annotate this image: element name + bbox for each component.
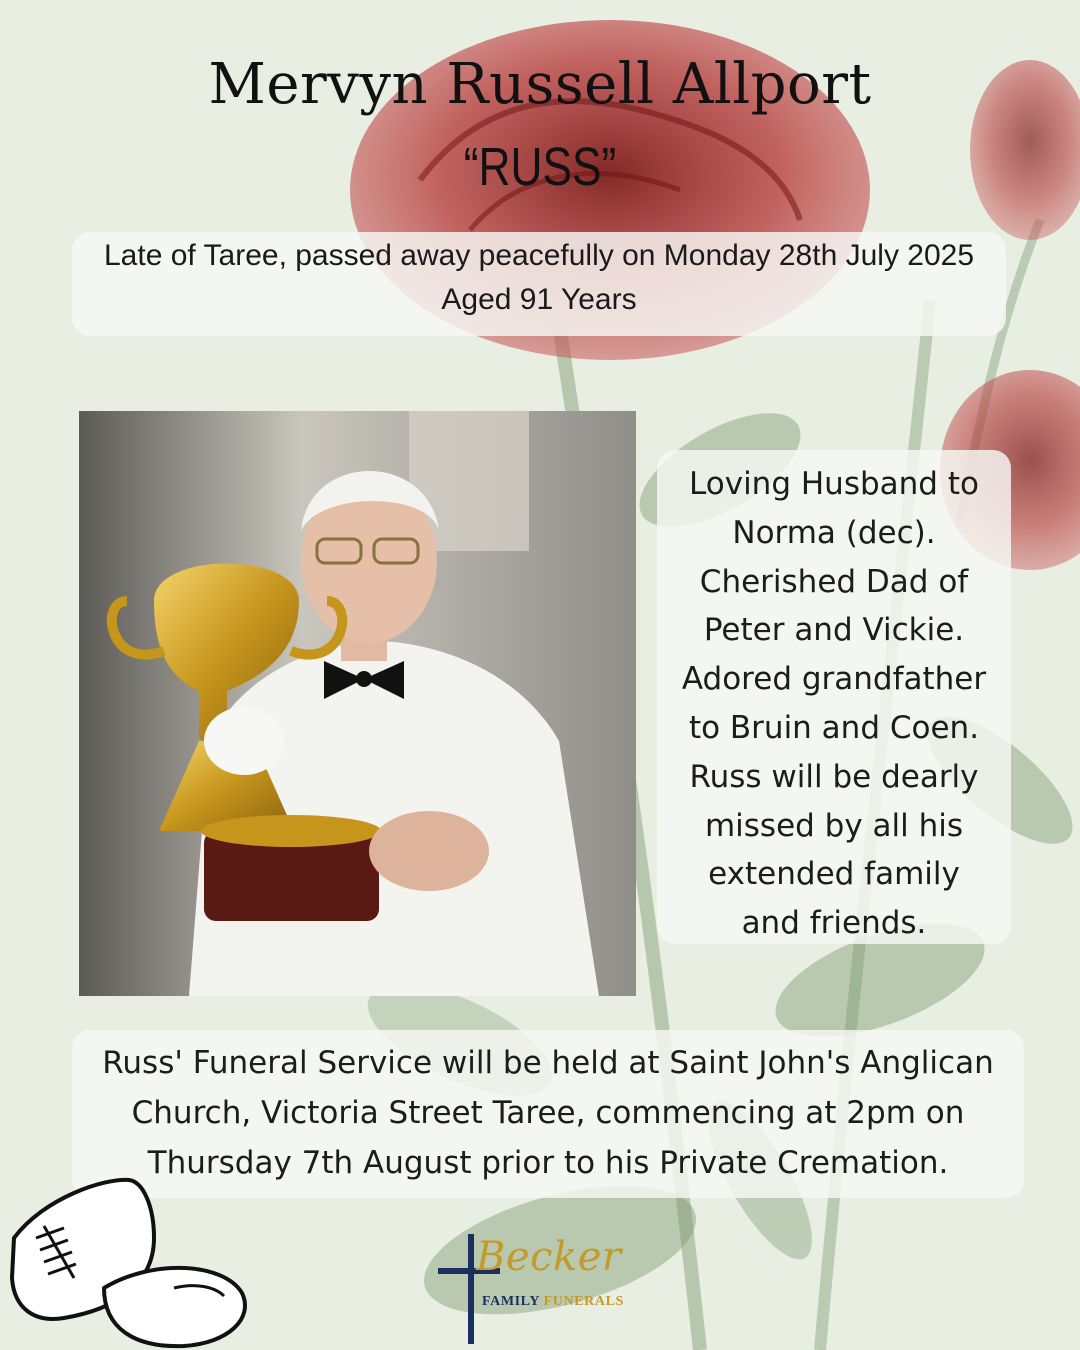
service-line: Church, Victoria Street Taree, commencing at 2pm on [131,1095,965,1131]
passing-date-line: Late of Taree, passed away peacefully on Monday 28th July 2025 [103,239,975,272]
family-tribute-panel [657,450,1011,944]
family-line: Peter and Vickie. [703,612,965,649]
dance-shoes-icon [4,1168,254,1350]
logo-script-text: Becker [476,1234,622,1280]
man-holding-trophy-photo [79,411,636,996]
logo-sub-funerals: FUNERALS [543,1294,624,1309]
family-line: and friends. [741,905,927,942]
family-line: Norma (dec). [732,514,936,551]
family-line: Adored grandfather [681,661,987,698]
family-line: Loving Husband to [689,466,979,502]
family-line: extended family [708,856,960,893]
becker-family-funerals-logo [432,1228,642,1346]
dates-panel [72,232,1006,336]
service-line: Russ' Funeral Service will be held at Saint John's Anglican [102,1045,994,1081]
family-line: Cherished Dad of [699,563,969,600]
cross-logo-icon [468,1234,474,1344]
family-line: Russ will be dearly [689,758,979,795]
nickname: “RUSS” [463,137,617,197]
deceased-name: Mervyn Russell Allport [208,52,872,117]
service-line: Thursday 7th August prior to his Private Cremation. [147,1145,949,1181]
logo-subtitle [482,1294,624,1310]
family-line: missed by all his [704,807,964,844]
family-line: to Bruin and Coen. [688,709,980,746]
memorial-photo [79,411,636,996]
logo-sub-family: FAMILY [482,1294,544,1309]
age-line: Aged 91 Years [441,283,637,316]
